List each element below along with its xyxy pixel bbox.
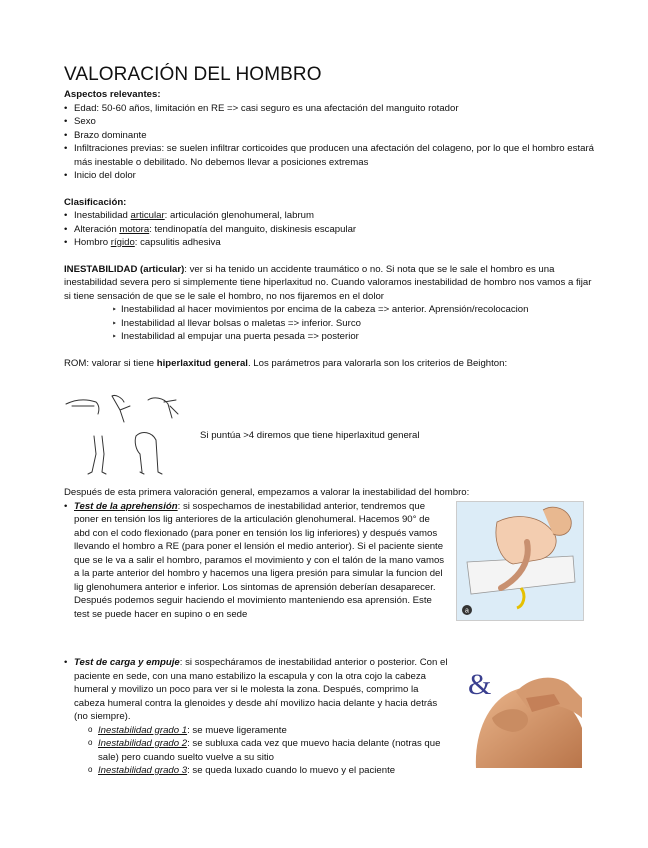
page-body	[64, 64, 594, 370]
list-item: ‣ Inestabilidad al hacer movimientos por encima de la cabeza => anterior. Aprensión/recolocacion	[112, 303, 594, 317]
list-item: o Inestabilidad grado 3: se queda luxado cuando lo muevo y el paciente	[88, 764, 448, 778]
clasificacion-heading: Clasificación:	[64, 196, 127, 208]
list-item: • Brazo dominante	[64, 129, 594, 143]
list-item: • Test de carga y empuje: si sospecháramos de inestabilidad anterior o posterior. Con el paciente en sede, con una mano estabilizo la escapula y con la otra cojo la cabeza humeral y movilizo un poco para ver si le molesta la zona. Después, comprimo la cabeza humeral contra la glenoides y desde ahí movilizo hacia delante y hacia detrás (no siempre).	[64, 656, 448, 724]
list-item: • Inicio del dolor	[64, 169, 594, 183]
rom-paragraph: ROM: valorar si tiene hiperlaxitud general. Los parámetros para valorarla son los criterios de Beighton:	[64, 357, 508, 369]
aprension-list	[64, 500, 448, 622]
aspectos-heading: Aspectos relevantes:	[64, 89, 161, 100]
list-item: • Edad: 50-60 años, limitación en RE => casi seguro es una afectación del manguito rotador	[64, 102, 594, 116]
list-item: ‣ Inestabilidad al empujar una puerta pesada => posterior	[112, 330, 594, 344]
inestabilidad-paragraph: INESTABILIDAD (articular): ver si ha tenido un accidente traumático o no. Si nota que se le sale el hombro es una inestabilidad severa pero si simplemente tiene hiperlaxitud no. Cuando valoramos inestabilidad de hombro nos vamos a fijar si tiene sensación de que se le sale el hombro, no nos fijaremos en el dolor	[64, 263, 592, 302]
list-item: ‣ Inestabilidad al llevar bolsas o maletas => inferior. Surco	[112, 317, 594, 331]
list-item: o Inestabilidad grado 2: se subluxa cada vez que muevo hacia delante (notras que sale) pero cuando suelto vuelve a su sitio	[88, 737, 448, 764]
figure-label: a	[465, 607, 469, 615]
carga-list	[64, 656, 448, 724]
page-title: VALORACIÓN DEL HOMBRO	[64, 64, 322, 85]
carga-grades-list	[64, 724, 448, 778]
aspectos-list	[64, 102, 594, 183]
list-item: • Sexo	[64, 115, 594, 129]
clasificacion-list	[64, 209, 594, 250]
beighton-criteria-illustration	[64, 392, 192, 478]
beighton-note: Si puntúa >4 diremos que tiene hiperlaxitud general	[200, 430, 420, 441]
inestabilidad-list	[64, 303, 594, 344]
logo-text: &	[468, 668, 492, 701]
list-item: • Inestabilidad articular: articulación glenohumeral, labrum	[64, 209, 594, 223]
despues-paragraph: Después de esta primera valoración general, empezamos a valorar la inestabilidad del hombro:	[64, 487, 470, 498]
list-item: • Alteración motora: tendinopatía del manguito, diskinesis escapular	[64, 223, 594, 237]
list-item: • Infiltraciones previas: se suelen infiltrar corticoides que producen una afectación del colageno, por lo que el hombro estará más inestable o debilitado. No debemos llevar a posiciones extremas	[64, 142, 594, 169]
list-item: • Test de la aprehensión: si sospechamos de inestabilidad anterior, tendremos que poner en tensión los lig anteriores de la articulación glenohumeral. Hacemos 90° de abd con el codo flexionado (para poner en tensión los lig inferiores) y después vamos llevando el hombro a RE (para poner el lensión el medio anterior). Si el paciente siente que se le va a salir el hombro, paramos el movimiento y con el talón de la mano vamos a la parte anterior del hombro y hacemos una ligera presión para simular la funcion del lig glenohumera anterior e inferior. Los sintomas de aprensión deberían desaparecer. Después podemos seguir haciendo el movimiento manteniendo esa aprensión. Este test se puede hacer en supino o en sede	[64, 500, 448, 622]
apprehension-test-illustration	[456, 501, 584, 621]
list-item: o Inestabilidad grado 1: se mueve ligeramente	[88, 724, 448, 738]
load-shift-test-photo	[456, 658, 582, 768]
list-item: • Hombro rígido: capsulitis adhesiva	[64, 236, 594, 250]
